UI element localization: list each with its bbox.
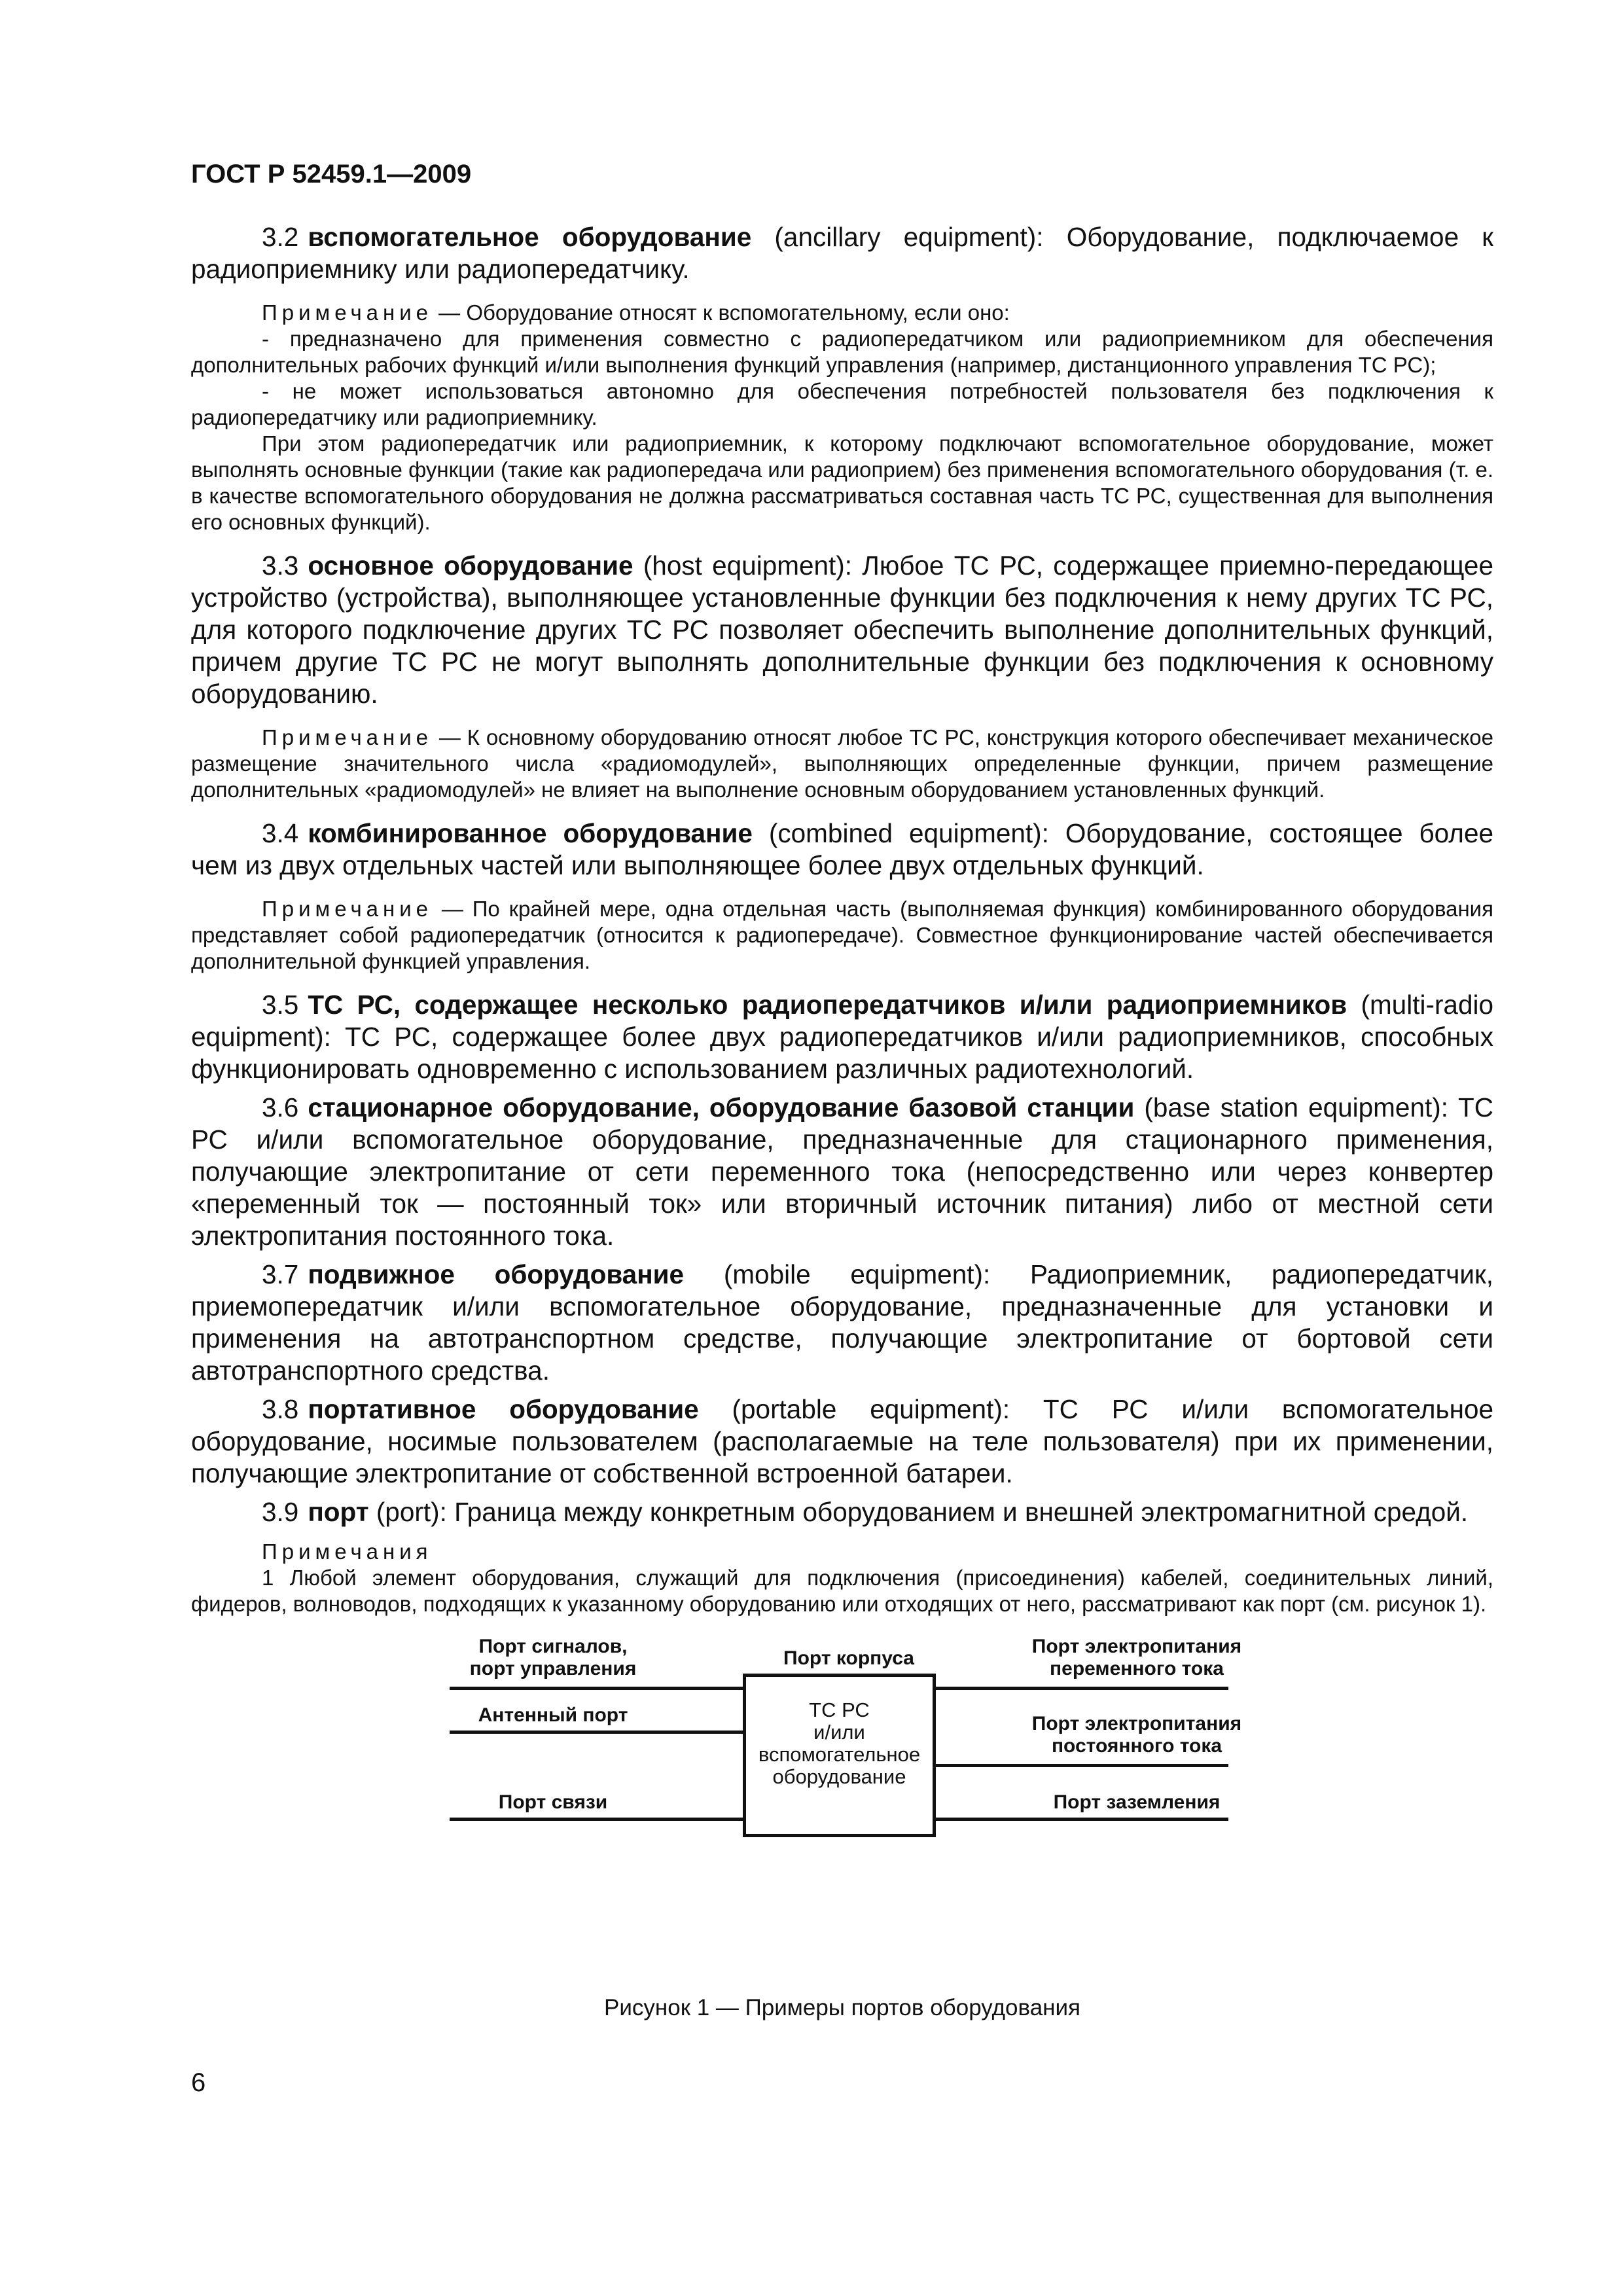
label-antenna-port: Антенный порт <box>478 1704 628 1726</box>
term: подвижное оборудование <box>308 1259 685 1289</box>
note-item: - предназначено для применения совместно с радиопередатчиком или радиоприемником для обеспечения дополнительных рабочих функций и/или выполнения функций управления (например, дистанционного управления ТС РС); <box>191 327 1493 377</box>
clause-number: 3.6 <box>262 1092 299 1122</box>
term: порт <box>308 1497 369 1527</box>
figure-1-ports-diagram <box>191 1629 1493 1937</box>
clause-number: 3.7 <box>262 1259 299 1289</box>
definition-text: (portable equipment): ТС РС и/или вспомогательное оборудование, носимые пользователем (располагаемые на теле пользователя) при их применении, получающие электропитание от собственной встроенной батареи. <box>191 1394 1493 1488</box>
note-label: Примечание <box>262 725 433 749</box>
page-number: 6 <box>191 2068 206 2097</box>
note-item: - не может использоваться автономно для обеспечения потребностей пользователя без подключения к радиопередатчику или радиоприемнику. <box>191 379 1493 429</box>
definition-3-6 <box>191 1092 1493 1252</box>
clause-number: 3.3 <box>262 550 299 581</box>
note-label: Примечание <box>262 897 433 921</box>
definition-text: (host equipment): Любое ТС РС, содержащее приемно-передающее устройство (устройства), выполняющее установленные функции без подключения к нему других ТС РС, для которого подключение других ТС РС позволяет обеспечить выполнение дополнительных функций, причем другие ТС РС не могут выполнять дополнительные функции без подключения к основному оборудованию. <box>191 550 1493 709</box>
definition-3-9 <box>191 1496 1493 1528</box>
document-header: ГОСТ Р 52459.1—2009 <box>191 160 472 188</box>
label-earth-port: Порт заземления <box>1053 1791 1221 1813</box>
definition-text: (mobile equipment): Радиоприемник, радиопередатчик, приемопередатчик и/или вспомогательное оборудование, предназначенные для установки и применения на автотранспортном средстве, получающие электропитание от бортовой сети автотранспортного средства. <box>191 1259 1494 1386</box>
term: комбинированное оборудование <box>308 818 753 848</box>
note-3-4 <box>191 896 1493 975</box>
note-text: — По крайней мере, одна отдельная часть (выполняемая функция) комбинированного оборудования представляет собой радиопередатчик (относится к радиопередаче). Совместное функционирование частей обеспечивается дополнительной функцией управления. <box>191 897 1493 973</box>
clause-number: 3.5 <box>262 990 299 1020</box>
definition-3-5 <box>191 989 1493 1085</box>
line-earth-port <box>934 1818 1228 1821</box>
equipment-box <box>743 1674 936 1837</box>
label-dc-power-port: Порт электропитания постоянного тока <box>1031 1713 1242 1757</box>
definition-3-2 <box>191 221 1493 285</box>
definition-text: (combined equipment): Оборудование, состоящее более чем из двух отдельных частей или выполняющее более двух отдельных функций. <box>191 818 1493 880</box>
note-text: — К основному оборудованию относят любое ТС РС, конструкция которого обеспечивает механическое размещение значительного числа «радиомодулей», выполняющих определенные функции, причем размещение дополнительных «радиомодулей» не влияет на выполнение основным оборудованием установленных функций. <box>191 725 1493 802</box>
note-label: Примечание <box>262 300 433 325</box>
definition-text: (base station equipment): ТС РС и/или вспомогательное оборудование, предназначенные для стационарного применения, получающие электропитание от сети переменного тока (непосредственно или через конвертер «переменный ток — постоянный ток» или вторичный источник питания) либо от местной сети электропитания постоянного тока. <box>191 1092 1493 1251</box>
notes-title: Примечания <box>262 1539 433 1564</box>
definition-3-3 <box>191 550 1493 710</box>
line-ac-power-port <box>934 1687 1228 1690</box>
term: вспомогательное оборудование <box>308 222 752 252</box>
clause-number: 3.9 <box>262 1497 299 1527</box>
line-dc-power-port <box>934 1764 1228 1767</box>
label-telecom-port: Порт связи <box>498 1791 608 1813</box>
label-ac-power-port: Порт электропитания переменного тока <box>1031 1636 1242 1679</box>
note-3-2 <box>191 300 1493 535</box>
term: портативное оборудование <box>308 1394 699 1424</box>
term: основное оборудование <box>308 550 633 581</box>
note-item: При этом радиопередатчик или радиоприемник, к которому подключают вспомогательное оборудование, может выполнять основные функции (такие как радиопередача или радиоприем) без применения вспомогательного оборудования (т. е. в качестве вспомогательного оборудования не должна рассматриваться составная часть ТС РС, существенная для выполнения его основных функций). <box>191 431 1493 534</box>
clause-number: 3.8 <box>262 1394 299 1424</box>
figure-caption: Рисунок 1 — Примеры портов оборудования <box>604 1995 1080 2020</box>
clause-number: 3.4 <box>262 818 299 848</box>
definition-3-8 <box>191 1393 1493 1490</box>
note-item: 1 Любой элемент оборудования, служащий для подключения (присоединения) кабелей, соединительных линий, фидеров, волноводов, подходящих к указанному оборудованию или отходящих от него, рассматривают как порт (см. рисунок 1). <box>191 1566 1493 1616</box>
clause-number: 3.2 <box>262 222 299 252</box>
note-3-3 <box>191 725 1493 803</box>
definition-text: (ancillary equipment): Оборудование, подключаемое к радиоприемнику или радиопередатчику. <box>191 222 1493 284</box>
definition-3-7 <box>191 1259 1493 1387</box>
label-enclosure-port: Порт корпуса <box>783 1647 914 1669</box>
note-text: — Оборудование относят к вспомогательному, если оно: <box>433 300 1010 325</box>
definition-3-4 <box>191 817 1493 882</box>
equipment-box-label: ТС РС и/или вспомогательное оборудование <box>758 1698 921 1788</box>
term: стационарное оборудование, оборудование базовой станции <box>308 1092 1135 1122</box>
definition-text: (port): Граница между конкретным оборудованием и внешней электромагнитной средой. <box>368 1497 1469 1527</box>
term: ТС РС, содержащее несколько радиопередатчиков и/или радиоприемников <box>308 990 1347 1020</box>
label-signal-control-port: Порт сигналов, порт управления <box>469 1636 637 1679</box>
page-content <box>191 221 1493 1937</box>
definition-text: (multi-radio equipment): ТС РС, содержащее более двух радиопередатчиков и/или радиоприемников, способных функционировать одновременно с использованием различных радиотехнологий. <box>191 990 1493 1084</box>
